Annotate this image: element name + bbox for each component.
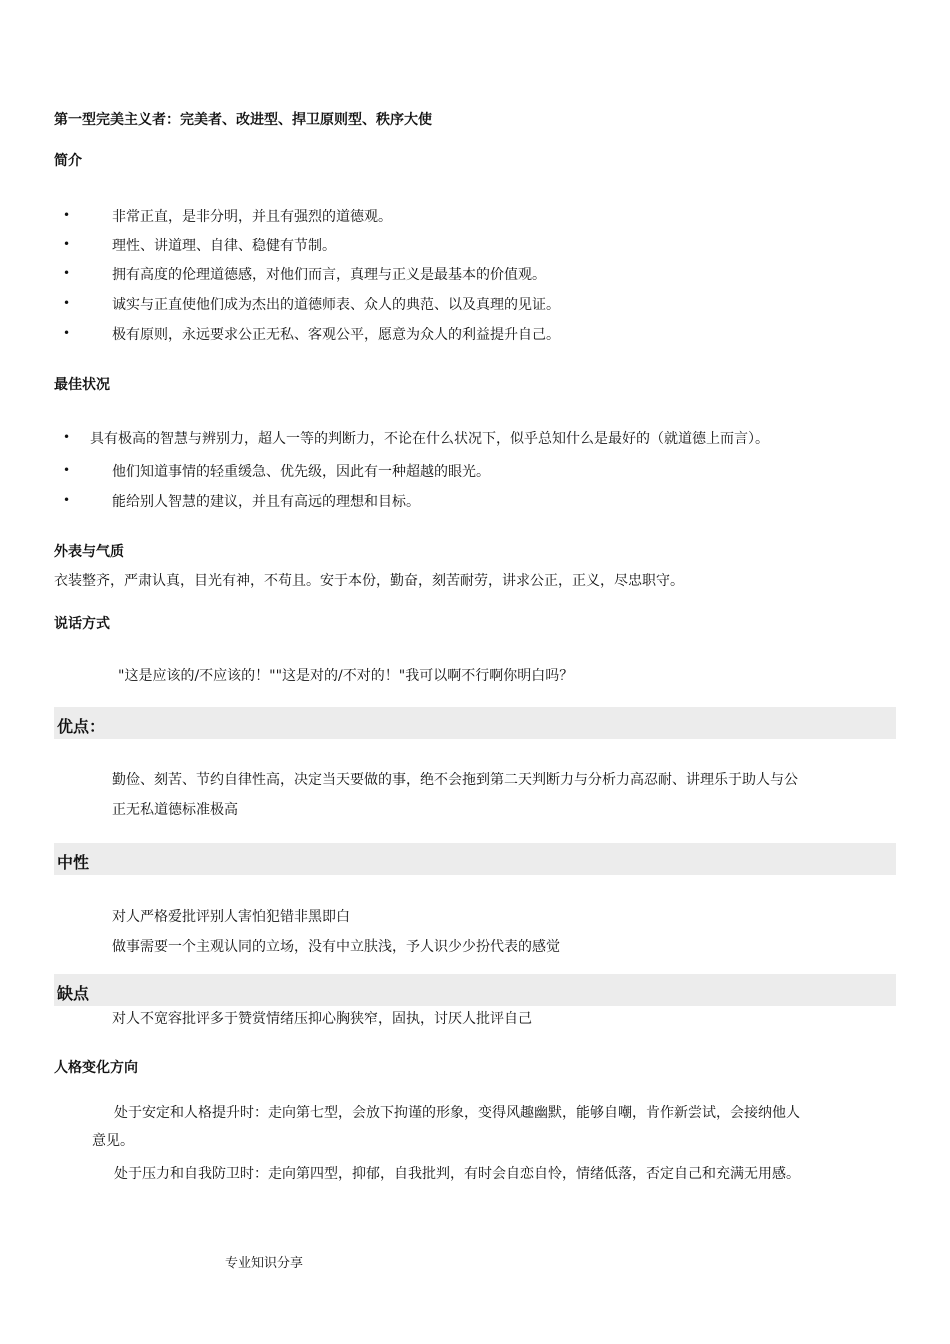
neutral-text-line: 对人严格爱批评别人害怕犯错非黑即白: [112, 909, 350, 925]
bullet-marker: •: [63, 430, 71, 444]
list-item: 诚实与正直使他们成为杰出的道德师表、众人的典范、以及真理的见证。: [112, 297, 560, 313]
bullet-marker: •: [63, 266, 71, 280]
list-item: 极有原则，永远要求公正无私、客观公平，愿意为众人的利益提升自己。: [112, 327, 560, 343]
strengths-header-bar: [54, 707, 896, 739]
list-item: 拥有高度的伦理道德感，对他们而言，真理与正义是最基本的价值观。: [112, 267, 546, 283]
neutral-heading: 中性: [57, 853, 90, 872]
document-title: 第一型完美主义者：完美者、改进型、捍卫原则型、秩序大使: [54, 112, 432, 128]
list-item: 具有极高的智慧与辨别力，超人一等的判断力，不论在什么状况下，似乎总知什么是最好的（就道德上而言）。: [90, 431, 769, 447]
appearance-heading: 外表与气质: [54, 544, 124, 560]
change-text-line: 处于安定和人格提升时：走向第七型，会放下拘谨的形象，变得风趣幽默，能够自嘲，肯作新尝试，会接纳他人: [114, 1105, 800, 1121]
weaknesses-header-bar: [54, 974, 896, 1006]
list-item: 能给别人智慧的建议，并且有高远的理想和目标。: [112, 494, 420, 510]
strengths-heading: 优点：: [57, 717, 106, 736]
neutral-text-line: 做事需要一个主观认同的立场，没有中立肤浅，予人识少少扮代表的感觉: [112, 939, 560, 955]
strengths-text-line: 正无私道德标准极高: [112, 802, 238, 818]
bullet-marker: •: [63, 463, 71, 477]
change-text-line: 处于压力和自我防卫时：走向第四型，抑郁，自我批判，有时会自恋自怜，情绪低落，否定自己和充满无用感。: [114, 1166, 800, 1182]
weaknesses-heading: 缺点: [57, 984, 90, 1003]
bullet-marker: •: [63, 208, 71, 222]
appearance-text: 衣装整齐，严肃认真，目光有神，不苟且。安于本份，勤奋，刻苦耐劳，讲求公正，正义，尽忠职守。: [54, 573, 684, 589]
intro-heading: 简介: [54, 153, 82, 169]
best-heading: 最佳状况: [54, 377, 110, 393]
page-footer: 专业知识分享: [225, 1256, 304, 1271]
strengths-text-line: 勤俭、刻苦、节约自律性高，决定当天要做的事，绝不会拖到第二天判断力与分析力高忍耐、讲理乐于助人与公: [112, 772, 798, 788]
weaknesses-text: 对人不宽容批评多于赞赏情绪压抑心胸狭窄，固执，讨厌人批评自己: [112, 1011, 532, 1027]
list-item: 非常正直，是非分明，并且有强烈的道德观。: [112, 209, 392, 225]
bullet-marker: •: [63, 237, 71, 251]
speech-text: "这是应该的/不应该的！""这是对的/不对的！"我可以啊不行啊你明白吗？: [118, 668, 574, 684]
list-item: 理性、讲道理、自律、稳健有节制。: [112, 238, 336, 254]
change-heading: 人格变化方向: [54, 1060, 138, 1076]
speech-heading: 说话方式: [54, 616, 110, 632]
bullet-marker: •: [63, 493, 71, 507]
change-text-line: 意见。: [92, 1133, 134, 1149]
list-item: 他们知道事情的轻重缓急、优先级，因此有一种超越的眼光。: [112, 464, 490, 480]
bullet-marker: •: [63, 326, 71, 340]
bullet-marker: •: [63, 296, 71, 310]
neutral-header-bar: [54, 843, 896, 875]
